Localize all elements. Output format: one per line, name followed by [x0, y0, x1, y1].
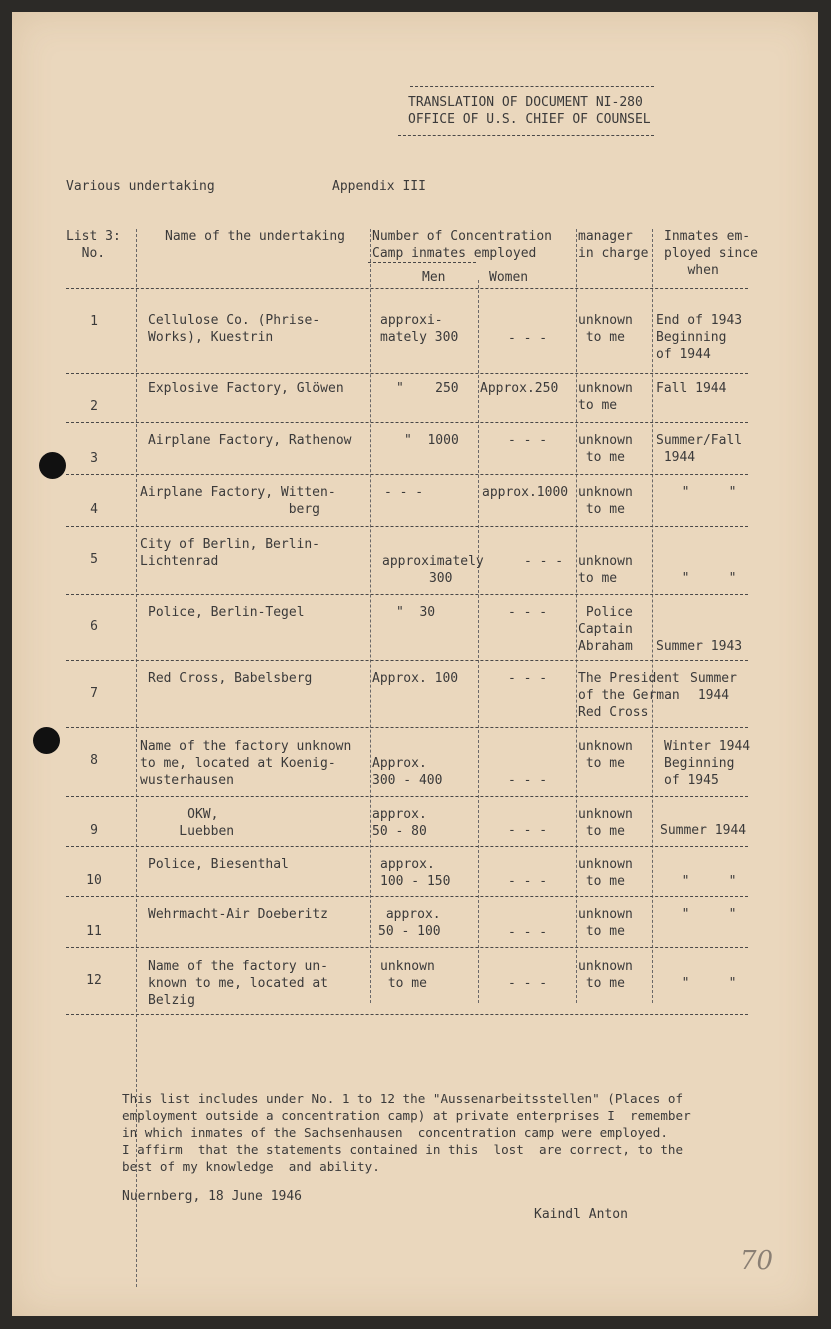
page-number: 70: [740, 1246, 774, 1276]
cell-women: - - -: [508, 925, 548, 940]
cell-men: approx. 50 - 80: [372, 807, 427, 839]
column-separator: [478, 280, 479, 1003]
cell-manager: unknown to me: [578, 959, 633, 991]
row-number: 6: [90, 619, 98, 634]
cell-manager: unknown to me: [578, 554, 633, 586]
cell-men: " 1000: [404, 433, 459, 448]
cell-undertaking: Airplane Factory, Rathenow: [148, 433, 352, 448]
cell-since: " ": [666, 907, 737, 922]
cell-women: - - -: [508, 605, 548, 620]
row-separator: [66, 796, 748, 797]
cell-since: Winter 1944 Beginning of 1945: [664, 739, 751, 788]
cell-men: - - -: [384, 485, 424, 500]
cell-manager: unknown to me: [578, 485, 633, 517]
cell-men: " 250: [396, 381, 459, 396]
cell-undertaking: Wehrmacht-Air Doeberitz: [148, 907, 329, 922]
cell-manager: unknown to me: [578, 433, 633, 465]
cell-since: End of 1943 Beginning of 1944: [656, 313, 743, 362]
cell-women: - - -: [508, 331, 548, 346]
cell-since: " ": [666, 571, 737, 586]
header-rule-top: [410, 86, 654, 87]
row-number: 10: [86, 873, 102, 888]
cell-men: approximately 300: [382, 554, 484, 586]
cell-manager: unknown to me: [578, 381, 633, 413]
cell-women: - - -: [508, 671, 548, 686]
row-number: 7: [90, 686, 98, 701]
column-separator: [370, 229, 371, 1003]
row-separator: [66, 594, 748, 595]
cell-men: approx. 50 - 100: [378, 907, 441, 939]
row-separator: [66, 846, 748, 847]
cell-undertaking: Explosive Factory, Glöwen: [148, 381, 344, 396]
row-separator: [66, 660, 748, 661]
punch-hole-bottom: [33, 727, 60, 754]
cell-men: Approx. 300 - 400: [372, 756, 443, 788]
cell-since: Summer 1943: [656, 639, 743, 654]
row-separator: [66, 727, 748, 728]
cell-since: " ": [666, 874, 737, 889]
cell-women: - - -: [508, 433, 548, 448]
row-separator: [66, 373, 748, 374]
cell-men: Approx. 100: [372, 671, 459, 686]
cell-women: approx.1000: [482, 485, 569, 500]
place-date: Nuernberg, 18 June 1946: [122, 1189, 303, 1204]
header-subrule: [368, 262, 476, 263]
row-number: 1: [90, 314, 98, 329]
row-separator: [66, 474, 748, 475]
row-number: 5: [90, 552, 98, 567]
column-header-since: Inmates em- ployed since when: [664, 229, 758, 278]
header-rule-bottom: [398, 135, 654, 136]
cell-undertaking: Name of the factory unknown to me, located at Koenig- wusterhausen: [140, 739, 352, 788]
subheader-left: Various undertaking: [66, 179, 215, 194]
cell-manager: Police Captain Abraham: [578, 605, 633, 654]
cell-manager: unknown to me: [578, 907, 633, 939]
column-header-no: List 3: No.: [66, 229, 121, 261]
cell-since: " ": [666, 976, 737, 991]
row-number: 9: [90, 823, 98, 838]
cell-since: Summer 1944: [660, 823, 747, 838]
cell-women: - - -: [508, 773, 548, 788]
row-separator: [66, 422, 748, 423]
cell-undertaking: OKW, Luebben: [179, 807, 235, 839]
column-header-manager: manager in charge: [578, 229, 649, 261]
cell-men: approx. 100 - 150: [380, 857, 451, 889]
cell-manager: unknown to me: [578, 739, 633, 771]
cell-women: Approx.250: [480, 381, 559, 396]
column-header-name: Name of the undertaking: [165, 229, 346, 244]
punch-hole-top: [39, 452, 66, 479]
cell-since: Fall 1944: [656, 381, 727, 396]
row-separator: [66, 288, 748, 289]
document-header-line1: TRANSLATION OF DOCUMENT NI-280: [408, 95, 643, 110]
column-header-inmates: Number of Concentration Camp inmates employed: [372, 229, 553, 261]
cell-undertaking: Airplane Factory, Witten- berg: [140, 485, 336, 517]
document-page: [12, 12, 818, 1316]
row-number: 12: [86, 973, 102, 988]
row-number: 8: [90, 753, 98, 768]
cell-men: approxi- mately 300: [380, 313, 459, 345]
cell-men: " 30: [396, 605, 436, 620]
cell-since: Summer/Fall 1944: [656, 433, 743, 465]
row-number: 4: [90, 502, 98, 517]
cell-undertaking: Cellulose Co. (Phrise- Works), Kuestrin: [148, 313, 321, 345]
cell-manager: The President of the German Red Cross: [578, 671, 680, 720]
cell-women: - - -: [508, 976, 548, 991]
column-separator: [652, 229, 653, 1003]
row-separator: [66, 526, 748, 527]
row-number: 11: [86, 924, 102, 939]
subheader-appendix: Appendix III: [332, 179, 426, 194]
column-separator: [576, 229, 577, 1003]
column-header-men: Men: [422, 270, 446, 285]
cell-manager: unknown to me: [578, 857, 633, 889]
signature-name: Kaindl Anton: [534, 1207, 628, 1222]
document-header-line2: OFFICE OF U.S. CHIEF OF COUNSEL: [408, 112, 651, 127]
row-number: 3: [90, 451, 98, 466]
row-separator: [66, 1014, 748, 1015]
cell-undertaking: Name of the factory un- known to me, located at Belzig: [148, 959, 329, 1008]
cell-women: - - -: [524, 554, 564, 569]
cell-undertaking: Police, Berlin-Tegel: [148, 605, 305, 620]
cell-women: - - -: [508, 823, 548, 838]
cell-undertaking: City of Berlin, Berlin- Lichtenrad: [140, 537, 321, 569]
row-separator: [66, 947, 748, 948]
column-header-women: Women: [489, 270, 529, 285]
row-number: 2: [90, 399, 98, 414]
cell-undertaking: Red Cross, Babelsberg: [148, 671, 313, 686]
row-separator: [66, 896, 748, 897]
cell-women: - - -: [508, 874, 548, 889]
cell-manager: unknown to me: [578, 313, 633, 345]
cell-men: unknown to me: [380, 959, 435, 991]
cell-since: Summer 1944: [690, 671, 737, 703]
cell-manager: unknown to me: [578, 807, 633, 839]
cell-since: " ": [666, 485, 737, 500]
cell-undertaking: Police, Biesenthal: [148, 857, 289, 872]
affidavit-statement: This list includes under No. 1 to 12 the "Aussenarbeitsstellen" (Places of employment outside a concentration camp) at private enterprises I remember in which inmates of the Sachsenhausen concentration camp were employed. I affirm that the statements contained in this lost are correct, to the best of my knowledge and ability.: [122, 1091, 691, 1174]
